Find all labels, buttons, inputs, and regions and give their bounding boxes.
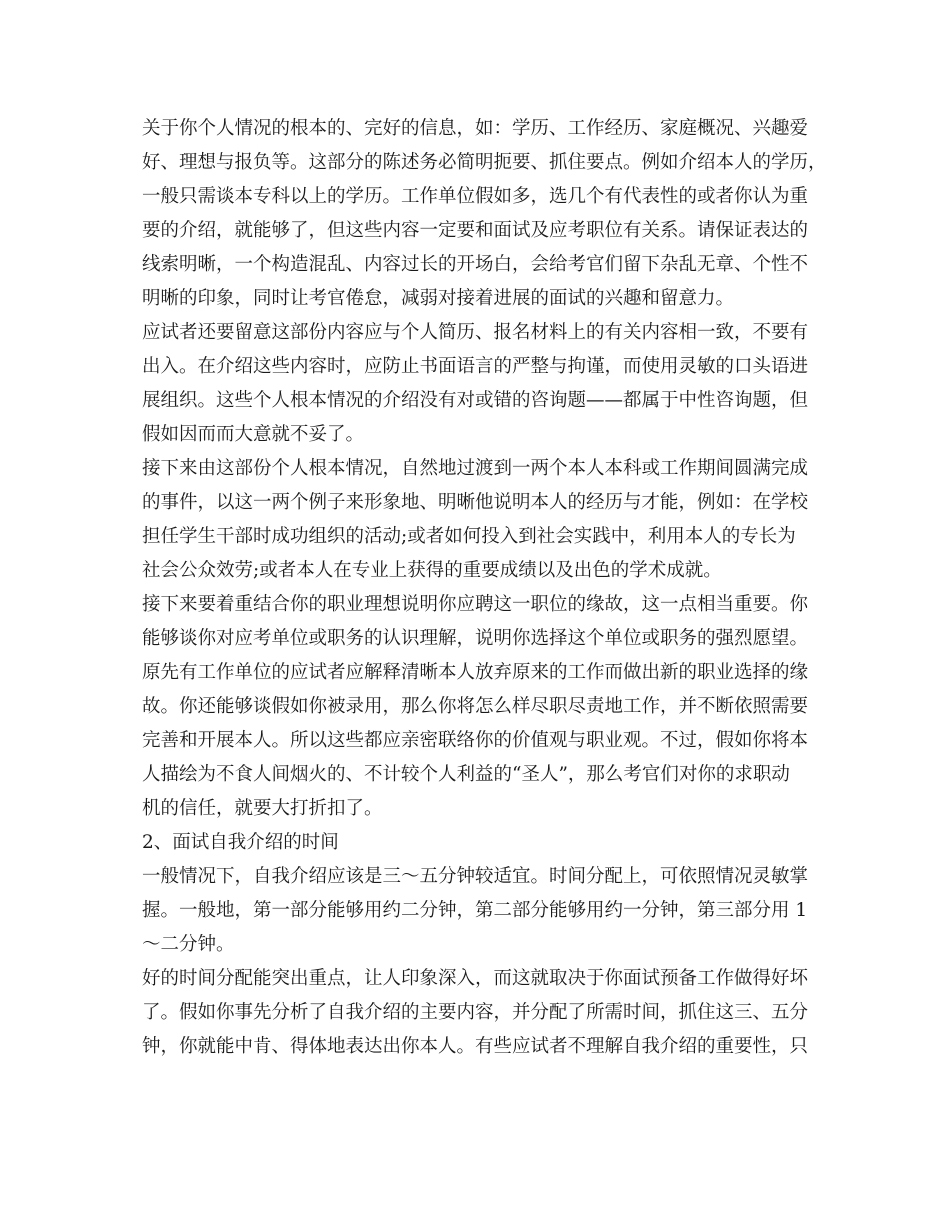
text-line: 要的介绍，就能够了，但这些内容一定要和面试及应考职位有关系。请保证表达的	[142, 220, 809, 241]
text-line: 出入。在介绍这些内容时，应防止书面语言的严整与拘谨，而使用灵敏的口头语进	[142, 356, 809, 377]
body-text	[142, 112, 827, 1064]
text-line: 人描绘为不食人间烟火的、不计较个人利益的“圣人”，那么考官们对你的求职动	[142, 764, 790, 785]
text-line: 机的信任，就要大打折扣了。	[142, 798, 383, 819]
section-heading: 2、面试自我介绍的时间	[142, 832, 339, 853]
text-line: 了。假如你事先分析了自我介绍的主要内容，并分配了所需时间，抓住这三、五分	[142, 1002, 809, 1023]
text-line: 接下来由这部份个人根本情况，自然地过渡到一两个本人本科或工作期间圆满完成	[142, 458, 809, 479]
text-line: 好的时间分配能突出重点，让人印象深入，而这就取决于你面试预备工作做得好坏	[142, 968, 809, 989]
text-line: 一般只需谈本专科以上的学历。工作单位假如多，选几个有代表性的或者你认为重	[142, 186, 809, 207]
text-line: 明晰的印象，同时让考官倦怠，减弱对接着进展的面试的兴趣和留意力。	[142, 288, 735, 309]
text-line: 故。你还能够谈假如你被录用，那么你将怎么样尽职尽责地工作，并不断依照需要	[142, 696, 809, 717]
text-line: 展组织。这些个人根本情况的介绍没有对或错的咨询题——都属于中性咨询题，但	[142, 390, 809, 411]
text-line: 握。一般地，第一部分能够用约二分钟，第二部分能够用约一分钟，第三部分用 1	[142, 900, 808, 921]
text-line: 能够谈你对应考单位或职务的认识理解，说明你选择这个单位或职务的强烈愿望。	[142, 628, 809, 649]
text-line: 原先有工作单位的应试者应解释清晰本人放弃原来的工作而做出新的职业选择的缘	[142, 662, 809, 683]
text-line: 接下来要着重结合你的职业理想说明你应聘这一职位的缘故，这一点相当重要。你	[142, 594, 809, 615]
text-line: 社会公众效劳;或者本人在专业上获得的重要成绩以及出色的学术成就。	[142, 560, 722, 581]
text-line: 关于你个人情况的根本的、完好的信息，如：学历、工作经历、家庭概况、兴趣爱	[142, 118, 809, 139]
text-line: 线索明晰，一个构造混乱、内容过长的开场白，会给考官们留下杂乱无章、个性不	[142, 254, 809, 275]
text-line: 担任学生干部时成功组织的活动;或者如何投入到社会实践中，利用本人的专长为	[142, 526, 796, 547]
text-line: 一般情况下，自我介绍应该是三～五分钟较适宜。时间分配上，可依照情况灵敏掌	[142, 866, 809, 887]
text-line: 应试者还要留意这部份内容应与个人简历、报名材料上的有关内容相一致，不要有	[142, 322, 809, 343]
text-line: 好、理想与报负等。这部分的陈述务必简明扼要、抓住要点。例如介绍本人的学历，	[142, 152, 827, 173]
text-line: 完善和开展本人。所以这些都应亲密联络你的价值观与职业观。不过，假如你将本	[142, 730, 809, 751]
text-line: 假如因而而大意就不妥了。	[142, 424, 365, 445]
text-line: ～二分钟。	[142, 934, 235, 955]
text-line: 的事件，以这一两个例子来形象地、明晰他说明本人的经历与才能，例如：在学校	[142, 492, 809, 513]
text-line: 钟，你就能中肯、得体地表达出你本人。有些应试者不理解自我介绍的重要性，只	[142, 1036, 809, 1057]
